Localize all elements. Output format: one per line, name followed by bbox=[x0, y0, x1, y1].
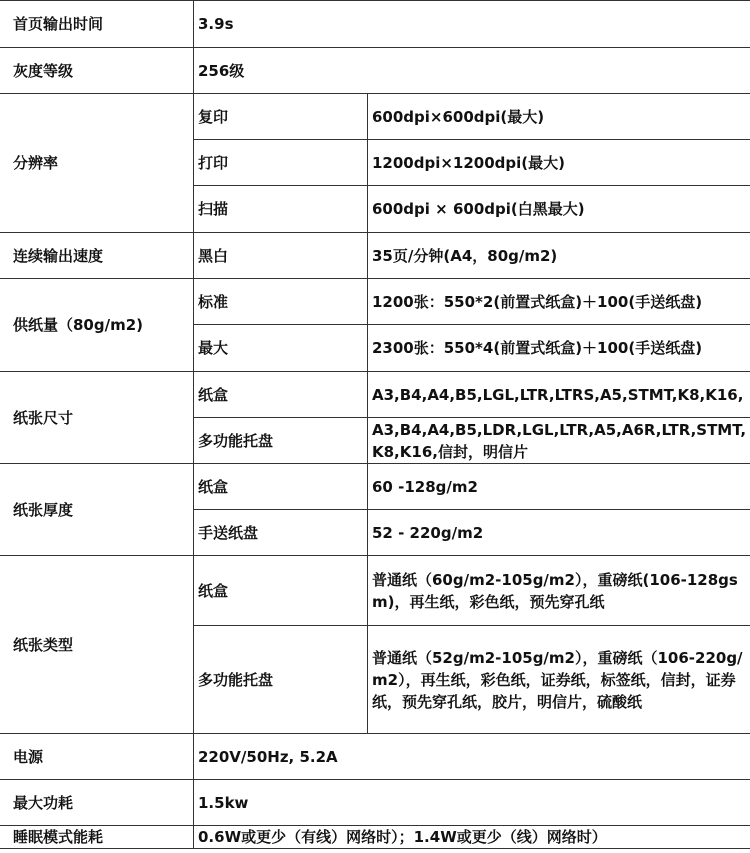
row-paper-type-cassette bbox=[0, 556, 750, 626]
label-first-page-output: 首页输出时间 bbox=[0, 1, 194, 48]
row-power bbox=[0, 734, 750, 780]
value-paper-supply-max: 2300张：550*4(前置式纸盒)＋100(手送纸盘) bbox=[368, 325, 750, 372]
label-sleep-power: 睡眠模式能耗 bbox=[0, 826, 194, 849]
row-paper-size-cassette bbox=[0, 372, 750, 418]
value-first-page-output: 3.9s bbox=[194, 1, 750, 48]
value-paper-thickness-bypass: 52 - 220g/m2 bbox=[368, 510, 750, 556]
value-max-power: 1.5kw bbox=[194, 780, 750, 826]
value-sleep-power: 0.6W或更少（有线）网络时）；1.4W或更少（线）网络时） bbox=[194, 826, 750, 849]
sub-continuous-speed: 黑白 bbox=[194, 233, 368, 279]
value-continuous-speed: 35页/分钟(A4，80g/m2) bbox=[368, 233, 750, 279]
sub-resolution-scan: 扫描 bbox=[194, 186, 368, 233]
value-paper-type-cassette: 普通纸（60g/m2-105g/m2），重磅纸(106-128gsm)，再生纸，彩色纸，预先穿孔纸 bbox=[368, 556, 750, 626]
label-grayscale: 灰度等级 bbox=[0, 48, 194, 94]
value-paper-supply-standard: 1200张：550*2(前置式纸盒)＋100(手送纸盘) bbox=[368, 279, 750, 325]
sub-paper-thickness-cassette: 纸盒 bbox=[194, 464, 368, 510]
sub-paper-supply-max: 最大 bbox=[194, 325, 368, 372]
label-paper-thickness: 纸张厚度 bbox=[0, 464, 194, 556]
value-resolution-scan: 600dpi × 600dpi(白黑最大) bbox=[368, 186, 750, 233]
label-power: 电源 bbox=[0, 734, 194, 780]
label-max-power: 最大功耗 bbox=[0, 780, 194, 826]
sub-paper-type-cassette: 纸盒 bbox=[194, 556, 368, 626]
label-continuous-speed: 连续输出速度 bbox=[0, 233, 194, 279]
row-grayscale bbox=[0, 48, 750, 94]
row-paper-thickness-cassette bbox=[0, 464, 750, 510]
label-paper-type: 纸张类型 bbox=[0, 556, 194, 734]
sub-paper-thickness-bypass: 手送纸盘 bbox=[194, 510, 368, 556]
row-resolution-copy bbox=[0, 94, 750, 140]
row-sleep-power bbox=[0, 826, 750, 849]
row-paper-supply-standard bbox=[0, 279, 750, 325]
row-max-power bbox=[0, 780, 750, 826]
label-resolution: 分辨率 bbox=[0, 94, 194, 233]
value-resolution-print: 1200dpi×1200dpi(最大) bbox=[368, 140, 750, 186]
sub-paper-size-cassette: 纸盒 bbox=[194, 372, 368, 418]
label-paper-supply: 供纸量（80g/m2) bbox=[0, 279, 194, 372]
value-resolution-copy: 600dpi×600dpi(最大) bbox=[368, 94, 750, 140]
value-paper-thickness-cassette: 60 -128g/m2 bbox=[368, 464, 750, 510]
sub-paper-supply-standard: 标准 bbox=[194, 279, 368, 325]
value-paper-size-bypass: A3,B4,A4,B5,LDR,LGL,LTR,A5,A6R,LTR,STMT,K8,K16,信封，明信片 bbox=[368, 418, 750, 464]
row-first-page-output bbox=[0, 1, 750, 48]
sub-paper-size-bypass: 多功能托盘 bbox=[194, 418, 368, 464]
value-paper-type-bypass: 普通纸（52g/m2-105g/m2），重磅纸（106-220g/m2），再生纸，彩色纸，证券纸，标签纸，信封，证券纸，预先穿孔纸，胶片，明信片，硫酸纸 bbox=[368, 626, 750, 734]
sub-resolution-print: 打印 bbox=[194, 140, 368, 186]
sub-resolution-copy: 复印 bbox=[194, 94, 368, 140]
value-paper-size-cassette: A3,B4,A4,B5,LGL,LTR,LTRS,A5,STMT,K8,K16, bbox=[368, 372, 750, 418]
row-continuous-speed bbox=[0, 233, 750, 279]
value-grayscale: 256级 bbox=[194, 48, 750, 94]
label-paper-size: 纸张尺寸 bbox=[0, 372, 194, 464]
sub-paper-type-bypass: 多功能托盘 bbox=[194, 626, 368, 734]
value-power: 220V/50Hz, 5.2A bbox=[194, 734, 750, 780]
